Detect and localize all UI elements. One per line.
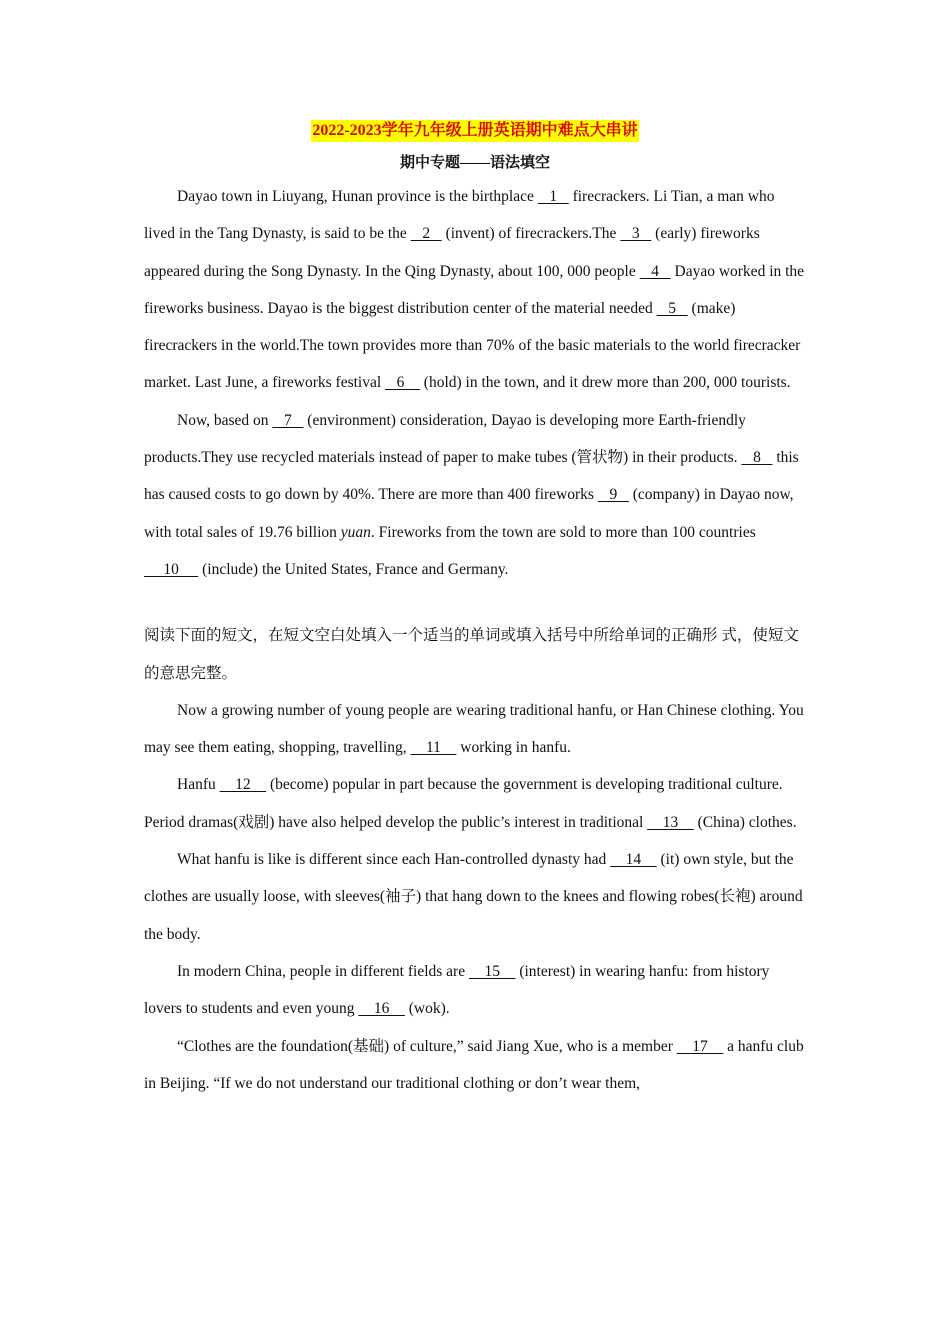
text: Hanfu — [177, 776, 220, 794]
passage2-paragraph-2 — [144, 766, 806, 841]
document-subtitle: 期中专题——语法填空 — [399, 155, 550, 171]
document-page — [144, 120, 806, 1102]
passage2-paragraph-1 — [144, 692, 806, 767]
text: “Clothes are the foundation(基础) of culture,” said Jiang Xue, who is a member — [177, 1037, 677, 1055]
text: this has caused costs to go down by 40%. There are more than 400 fireworks — [144, 449, 799, 504]
instructions: 阅读下面的短文，在短文空白处填入一个适当的单词或填入括号中所给单词的正确形 式，使短文的意思完整。 — [144, 627, 799, 682]
text: Dayao town in Liuyang, Hunan province is the birthplace — [177, 188, 538, 205]
text: Now a growing number of young people are wearing traditional hanfu, or Han Chinese clothing. You may see them eating, shopping, travelling, — [144, 701, 804, 757]
blank-7: 7 — [272, 411, 304, 429]
blank-4: 4 — [639, 262, 671, 280]
text: (become) popular in part because the government is developing traditional culture. Period dramas(戏剧) have also helped develop the public’s interest in traditional — [144, 776, 783, 831]
text: (invent) of firecrackers.The — [441, 225, 621, 243]
text: firecrackers. Li Tian, a man who lived in the Tang Dynasty, is said to be the — [144, 188, 775, 243]
text: (make) firecrackers in the world.The town provides more than 70% of the basic materials to the world firecracker market. Last June, a fireworks festival — [144, 299, 801, 392]
blank-5: 5 — [656, 299, 688, 317]
passage1-paragraph-1 — [144, 178, 806, 402]
text: (include) the United States, France and Germany. — [198, 560, 509, 578]
text: Dayao worked in the fireworks business. Dayao is the biggest distribution center of the material needed — [144, 262, 805, 317]
blank-3: 3 — [620, 225, 652, 243]
blank-6: 6 — [385, 374, 420, 392]
blank-14: 14 — [610, 851, 657, 869]
text: Now, based on — [177, 411, 273, 429]
text: (company) in Dayao now, with total sales of 19.76 billion — [144, 486, 794, 541]
text: In modern China, people in different fields are — [177, 962, 469, 980]
text: working in hanfu. — [456, 739, 571, 757]
blank-8: 8 — [741, 449, 773, 467]
document-title: 2022-2023学年九年级上册英语期中难点大串讲 — [311, 120, 638, 142]
blank-11: 11 — [410, 739, 457, 757]
text: (early) fireworks appeared during the Song Dynasty. In the Qing Dynasty, about 100, 000 people — [144, 225, 760, 280]
passage2-paragraph-3 — [144, 841, 806, 953]
blank-10: 10 — [144, 560, 199, 578]
text: (environment) consideration, Dayao is developing more Earth-friendly products.They use recycled materials instead of paper to make tubes (管状物) in their products. — [144, 411, 746, 467]
italic-yuan: yuan — [340, 523, 371, 541]
blank-1: 1 — [537, 188, 569, 205]
blank-16: 16 — [358, 1000, 405, 1018]
blank-9: 9 — [597, 486, 629, 504]
text: . Fireworks from the town are sold to more than 100 countries — [370, 523, 756, 541]
blank-15: 15 — [468, 962, 516, 980]
text: (it) own style, but the clothes are usually loose, with sleeves(袖子) that hang down to the knees and flowing robes(长袍) around the body. — [144, 851, 803, 943]
title-row — [144, 120, 806, 148]
text: (hold) in the town, and it drew more than 200, 000 tourists. — [419, 374, 791, 392]
blank-13: 13 — [647, 813, 694, 831]
passage2-paragraph-5 — [144, 1028, 806, 1103]
blank-17: 17 — [676, 1037, 724, 1055]
text: What hanfu is like is different since each Han-controlled dynasty had — [177, 851, 611, 869]
blank-2: 2 — [410, 225, 442, 243]
text: (wok). — [404, 1000, 450, 1018]
passage1-paragraph-2 — [144, 402, 806, 588]
blank-12: 12 — [219, 776, 267, 794]
text: (interest) in wearing hanfu: from history lovers to students and even young — [144, 962, 770, 1018]
passage2-paragraph-4 — [144, 953, 806, 1028]
text: a hanfu club in Beijing. “If we do not understand our traditional clothing or don’t wear them, — [144, 1037, 804, 1092]
text: (China) clothes. — [693, 813, 797, 831]
